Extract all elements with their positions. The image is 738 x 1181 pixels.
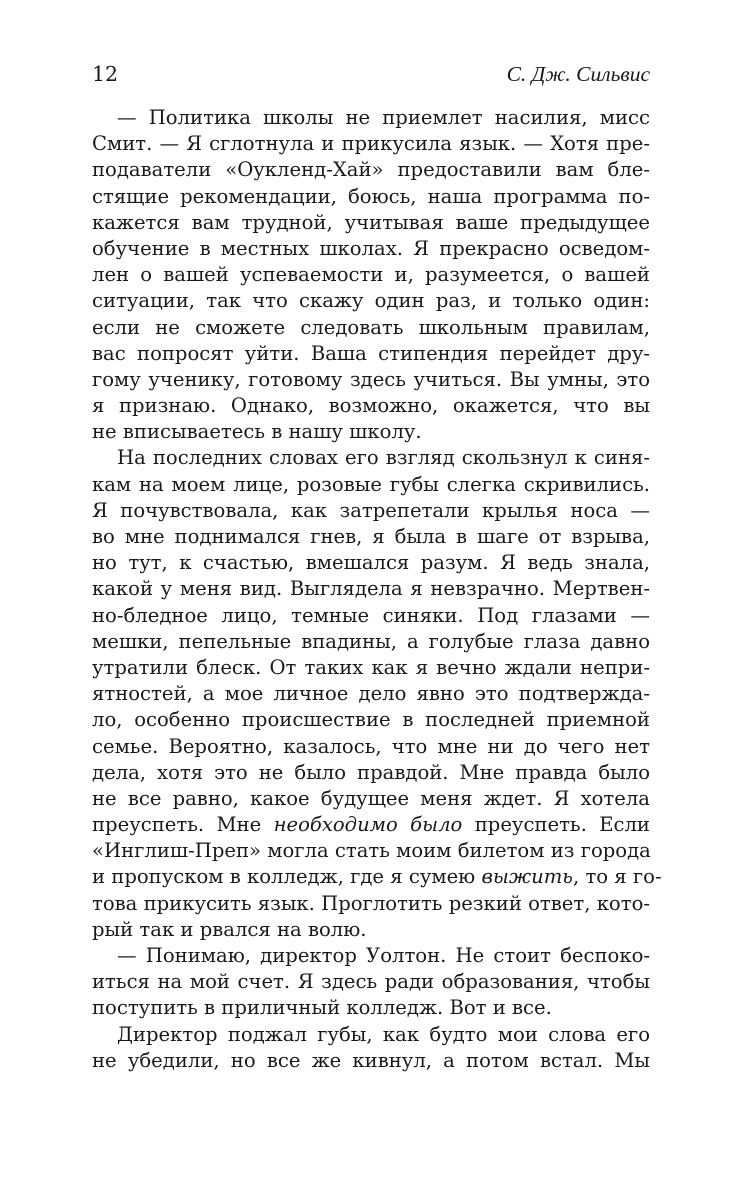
text-line: гому ученику, готовому здесь учиться. Вы умны, это [92, 367, 650, 391]
text-fragment: преуспеть. Мне [92, 813, 274, 837]
text-line: если не сможете следовать школьным правилам, [92, 315, 650, 339]
paragraph [92, 445, 662, 943]
running-head: С. Дж. Сильвис [506, 62, 650, 86]
italic-emphasis: выжить [481, 865, 573, 889]
text-line: не убедили, но все же кивнул, а потом встал. Мы [92, 1048, 650, 1072]
italic-emphasis: необходимо было [273, 813, 463, 837]
text-line: ситуации, так что скажу один раз, и только один: [92, 289, 650, 313]
text-line: утратили блеск. От таких как я вечно ждали непри- [92, 655, 650, 679]
text-line: не все равно, какое будущее меня ждет. Я хотела [92, 786, 650, 810]
text-line: я признаю. Однако, возможно, окажется, что вы [92, 394, 650, 418]
text-line: но-бледное лицо, темные синяки. Под глазами — [92, 603, 650, 627]
text-line: не вписываетесь в нашу школу. [92, 420, 422, 444]
text-line-emphasis [92, 864, 662, 890]
text-line: рый так и рвался на волю. [92, 917, 367, 941]
page-header [92, 62, 650, 92]
text-line: но тут, к счастью, вмешался разум. Я ведь знала, [92, 551, 650, 575]
text-line: «Инглиш-Преп» могла стать моим билетом из города [92, 839, 651, 863]
text-line: поступить в приличный колледж. Вот и все. [92, 996, 552, 1020]
text-line: какой у меня вид. Выглядела я невзрачно. Мертвен- [92, 577, 650, 601]
text-line: подаватели «Оукленд-Хай» предоставили вам бле- [92, 158, 650, 182]
text-line: Я почувствовала, как затрепетали крылья носа — [92, 498, 650, 522]
text-line: ятностей, а мое личное дело явно это подтвержда- [92, 682, 650, 706]
text-line: — Политика школы не приемлет насилия, мисс [117, 106, 650, 129]
text-fragment: и пропуском в колледж, где я сумею [92, 865, 482, 889]
text-line: Смит. — Я сглотнула и прикусила язык. — Хотя пре- [92, 132, 650, 156]
text-line: семье. Вероятно, казалось, что мне ни до чего нет [92, 734, 650, 758]
text-line: ло, особенно происшествие в последней приемной [92, 708, 650, 732]
text-line: во мне поднимался гнев, я была в шаге от взрыва, [92, 525, 650, 548]
text-line: Директор поджал губы, как будто мои слова его [117, 1022, 650, 1046]
text-line: обучение в местных школах. Я прекрасно осведом- [92, 236, 650, 260]
text-fragment: преуспеть. Если [462, 813, 650, 837]
text-line: дела, хотя это не было правдой. Мне правда было [92, 760, 650, 784]
text-line: — Понимаю, директор Уолтон. Не стоит беспоко- [117, 944, 650, 967]
text-line: кажется вам трудной, учитывая ваше предыдущее [92, 210, 650, 234]
text-line: вас попросят уйти. Ваша стипендия перейдет дру- [92, 341, 650, 365]
text-line: На последних словах его взгляд скользнул к синя- [117, 446, 650, 470]
text-line: кам на моем лице, розовые губы слегка скривились. [92, 472, 650, 496]
paragraph [92, 1022, 650, 1074]
page-number: 12 [92, 62, 119, 86]
text-line-emphasis [92, 812, 650, 838]
body-text [92, 105, 662, 1074]
text-line: иться на мой счет. Я здесь ради образования, чтобы [92, 970, 650, 994]
text-line: лен о вашей успеваемости и, разумеется, о вашей [92, 263, 650, 287]
paragraph [92, 105, 650, 445]
text-line: мешки, пепельные впадины, а голубые глаза давно [92, 629, 650, 653]
text-line: стящие рекомендации, боюсь, наша программа по- [92, 184, 650, 208]
paragraph [92, 943, 650, 1022]
text-fragment: , то я го- [572, 865, 662, 889]
text-line: това прикусить язык. Проглотить резкий ответ, кото- [92, 891, 650, 915]
